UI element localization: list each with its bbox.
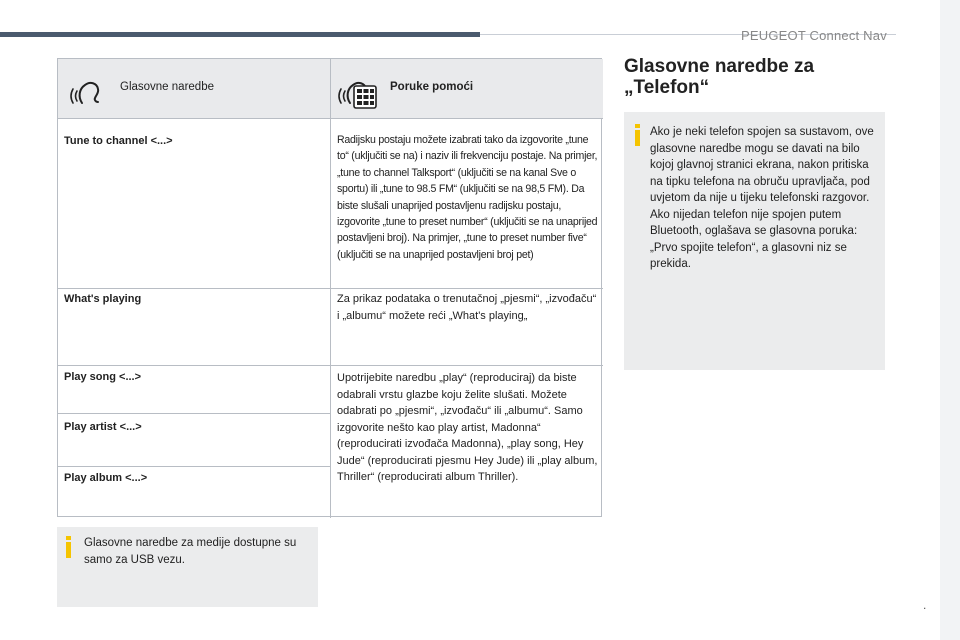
row-divider bbox=[58, 365, 603, 366]
section-title-phone: Glasovne naredbe za „Telefon“ bbox=[624, 56, 815, 98]
info-icon bbox=[633, 124, 643, 146]
description-play-commands: Upotrijebite naredbu „play“ (reproduciraj) da biste odabrali vrstu glazbe koju želite slušati. Možete odabrati po „pjesmi“, „izvođaču“ ili „albumu“. Samo izgovorite nešto kao play artist, Madonna“ (reproducirati izvođača Madonna), „play song, Hey Jude“ (reproducirati pjesmu Hey Jude) ili „play album, Thriller“ (reproducirati album Thriller). bbox=[337, 372, 598, 483]
command-whats-playing: What's playing bbox=[64, 293, 142, 305]
voice-command-icon bbox=[68, 69, 110, 111]
brand-label: PEUGEOT Connect Nav bbox=[741, 28, 887, 43]
description-tune-to-channel: Radijsku postaju možete izabrati tako da izgovorite „tune to“ (uključiti se na) i naziv ili frekvenciju postaje. Na primjer, „tune to channel Talksport“ (uključiti se na kanal Sve o sportu) ili „tune to 98.5 FM“ (uključiti se na 98,5 FM). Da biste slušali unaprijed postavljenu radijsku postaju, izgovorite „tune to preset number“ (uključiti se na unaprijed postavljeni broj). Na primjer, „tune to preset number five“ (uključiti se na unaprijed postavljeni broj pet) bbox=[337, 134, 598, 261]
usb-note-box bbox=[57, 527, 318, 607]
help-messages-icon bbox=[336, 69, 378, 111]
command-play-song: Play song <...> bbox=[64, 371, 142, 383]
command-play-album: Play album <...> bbox=[64, 472, 148, 484]
header-bar bbox=[0, 32, 480, 37]
info-icon bbox=[64, 536, 74, 558]
row-divider bbox=[58, 288, 603, 289]
page-edge-strip bbox=[940, 0, 960, 640]
voice-commands-table bbox=[57, 58, 602, 517]
page-marker: . bbox=[923, 598, 927, 612]
command-tune-to-channel: Tune to channel <...> bbox=[64, 135, 173, 147]
phone-info-paragraph-2: Ako nijedan telefon nije spojen putem Bluetooth, oglašava se glasovna poruka: „Prvo spojite telefon“, a glasovni niz se prekida. bbox=[650, 208, 858, 270]
usb-note-text: Glasovne naredbe za medije dostupne su samo za USB vezu. bbox=[84, 537, 297, 566]
phone-info-box bbox=[624, 112, 885, 370]
command-play-artist: Play artist <...> bbox=[64, 421, 142, 433]
row-divider bbox=[58, 466, 330, 467]
column-header-help-messages: Poruke pomoći bbox=[390, 81, 474, 93]
phone-info-paragraph-1: Ako je neki telefon spojen sa sustavom, ove glasovne naredbe mogu se davati na bilo kojoj glavnoj stranici ekrana, nakon pritiska na tipku telefona na obruču upravljača, pod uvjetom da nije u tijeku telefonski razgovor. bbox=[650, 126, 874, 204]
row-divider bbox=[58, 413, 330, 414]
column-header-voice-commands: Glasovne naredbe bbox=[120, 81, 214, 93]
description-whats-playing: Za prikaz podataka o trenutačnoj „pjesmi“, „izvođaču“ i „albumu“ možete reći „What's playing„ bbox=[337, 293, 597, 322]
